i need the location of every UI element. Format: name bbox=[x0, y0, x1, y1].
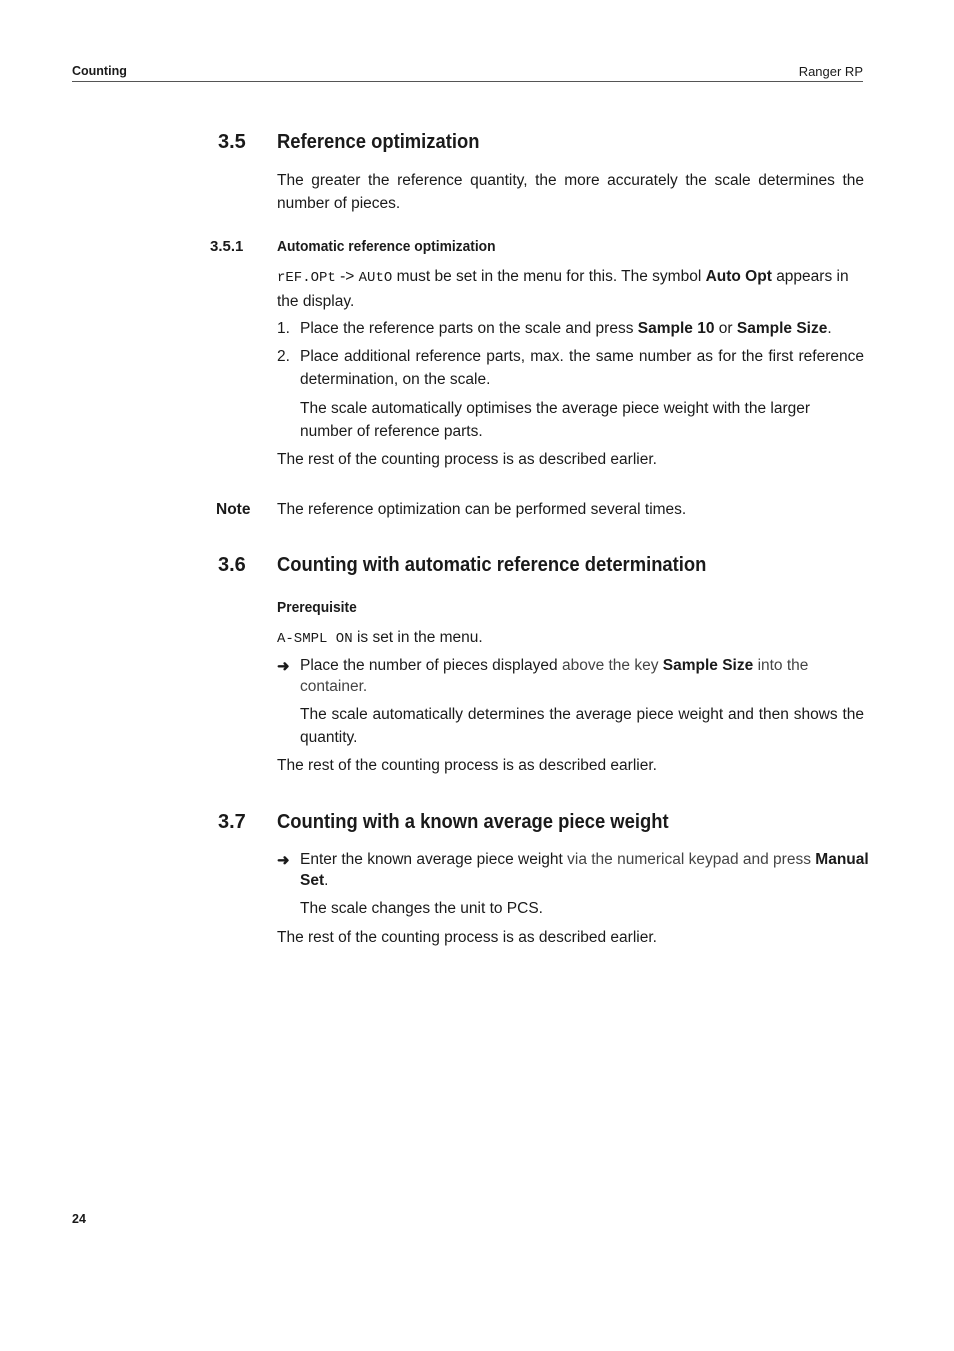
subsection-title: Automatic reference optimization bbox=[277, 238, 496, 255]
prerequisite-label: Prerequisite bbox=[277, 599, 357, 616]
section-number: 3.5 bbox=[218, 131, 246, 153]
action-text-part: via the numerical keypad and press bbox=[567, 851, 811, 868]
section-title: Counting with a known average piece weight bbox=[277, 811, 669, 833]
menu-text: must be set in the menu for this. The symbol bbox=[396, 268, 702, 285]
subsection-number: 3.5.1 bbox=[210, 238, 244, 255]
section-intro: The greater the reference quantity, the more accurately the scale determines the number of pieces. bbox=[277, 172, 864, 212]
section-title: Counting with automatic reference determination bbox=[277, 554, 707, 576]
menu-text: appears in the display. bbox=[277, 268, 849, 310]
menu-arrow: -> bbox=[340, 268, 355, 285]
step-number: 2. bbox=[277, 348, 290, 365]
rest-of-process: The rest of the counting process is as described earlier. bbox=[277, 451, 657, 468]
menu-code: rEF.OPt bbox=[277, 270, 336, 286]
action-result: The scale changes the unit to PCS. bbox=[300, 900, 543, 917]
step-text: Place additional reference parts, max. the same number as for the first reference determination, on the scale. bbox=[300, 348, 864, 388]
action-text bbox=[300, 849, 876, 891]
action-text bbox=[300, 655, 864, 697]
key-label: Sample Size bbox=[736, 320, 828, 337]
note-text: The reference optimization can be performed several times. bbox=[277, 501, 687, 518]
display-symbol: Auto Opt bbox=[705, 268, 772, 285]
step-text-part: . bbox=[827, 320, 832, 337]
key-label: Sample 10 bbox=[637, 320, 715, 337]
section-title: Reference optimization bbox=[277, 131, 480, 153]
step-number: 1. bbox=[277, 320, 290, 337]
page-number: 24 bbox=[72, 1212, 86, 1226]
menu-code: A-SMPL ON bbox=[277, 631, 353, 647]
note-label: Note bbox=[216, 501, 251, 518]
action-text-part: above the key bbox=[561, 657, 659, 674]
action-result: The scale automatically determines the average piece weight and then shows the quantity. bbox=[300, 706, 864, 746]
step-text-part: or bbox=[718, 320, 733, 337]
action-text-part: . bbox=[324, 872, 329, 889]
arrow-icon: ➜ bbox=[277, 658, 290, 675]
menu-code: AUtO bbox=[358, 270, 393, 286]
arrow-icon: ➜ bbox=[277, 852, 290, 869]
running-header-section: Counting bbox=[72, 64, 127, 78]
prerequisite-text bbox=[277, 626, 864, 651]
section-number: 3.7 bbox=[218, 811, 246, 833]
running-header-product: Ranger RP bbox=[798, 64, 863, 79]
step-result: The scale automatically optimises the average piece weight with the larger number of reference parts. bbox=[300, 400, 811, 440]
rest-of-process: The rest of the counting process is as described earlier. bbox=[277, 757, 657, 774]
menu-setting-paragraph bbox=[277, 265, 864, 313]
step-text bbox=[300, 317, 864, 340]
action-text-part: Enter the known average piece weight bbox=[300, 851, 563, 868]
action-text-part: Place the number of pieces displayed bbox=[300, 657, 558, 674]
key-label: Sample Size bbox=[662, 657, 754, 674]
step-text-part: Place the reference parts on the scale and press bbox=[300, 320, 634, 337]
header-divider bbox=[72, 81, 863, 82]
prerequisite-text-part: is set in the menu. bbox=[356, 629, 483, 646]
key-label: Manual Set bbox=[300, 851, 869, 889]
section-number: 3.6 bbox=[218, 554, 246, 576]
action-text-part: into the container. bbox=[300, 657, 809, 695]
rest-of-process: The rest of the counting process is as described earlier. bbox=[277, 929, 657, 946]
